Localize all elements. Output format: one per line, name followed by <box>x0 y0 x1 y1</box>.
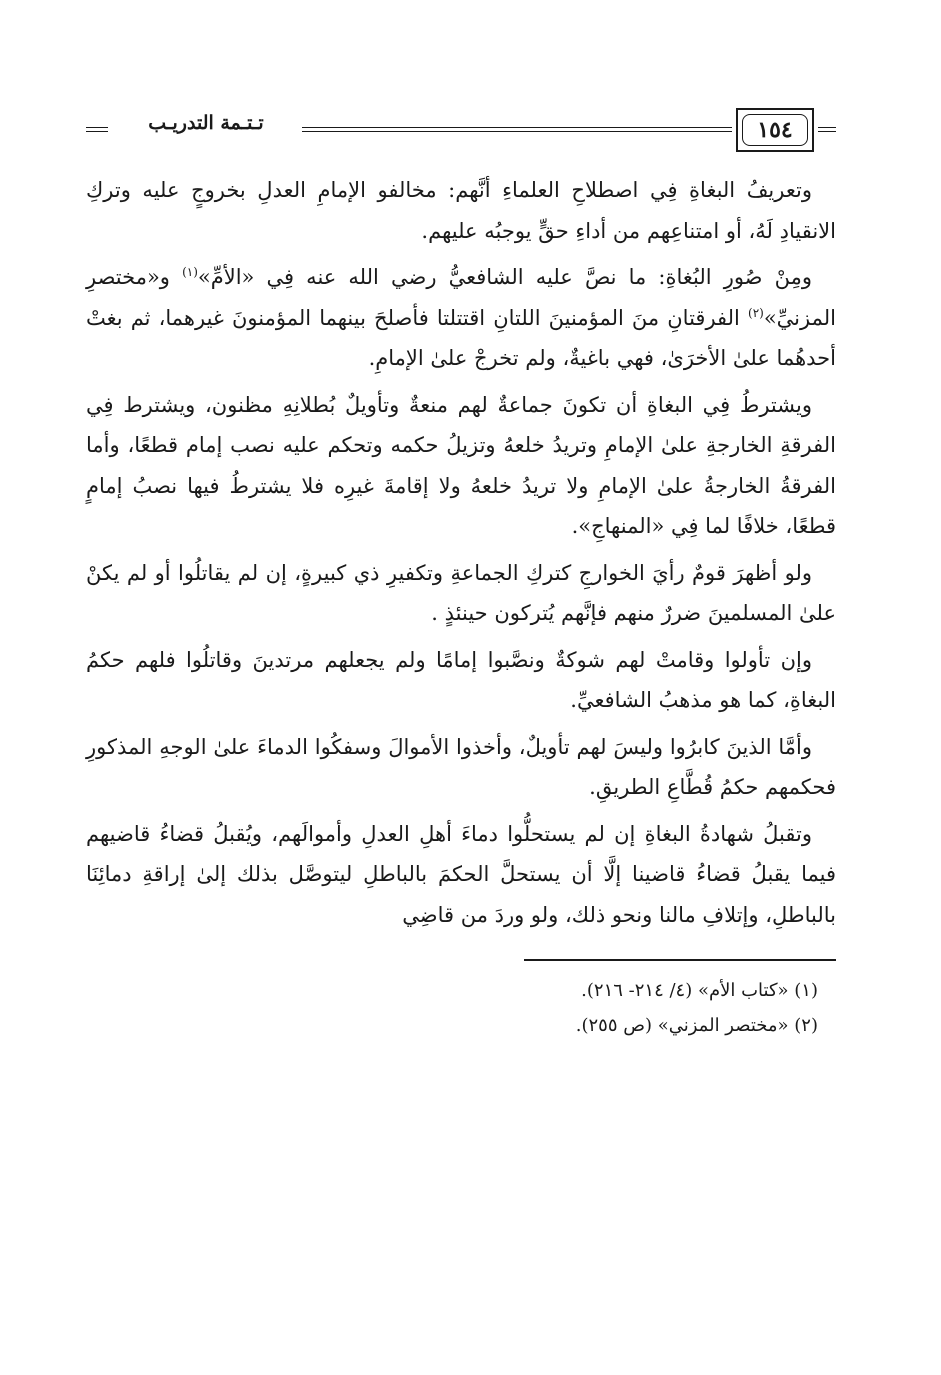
footnote-ref-2: (٢) <box>748 305 764 320</box>
body-text <box>86 170 836 935</box>
footnote-2: (٢) «مختصر المزني» (ص ٢٥٥). <box>575 1015 818 1036</box>
header-rule-right <box>818 127 836 132</box>
paragraph-examples <box>86 257 836 379</box>
paragraph-conditions: ويشترطُ فِي البغاةِ أن تكونَ جماعةٌ لهم منعةٌ وتأويلٌ بُطلانِهِ مظنون، ويشترط فِي الفرقةِ الخارجةِ علىٰ الإمامِ وتريدُ خلعهُ وتزيلُ حكمه وتحكم عليه نصب إمام قطعًا، وأما الفرقةُ الخارجةُ علىٰ الإمامِ ولا تريدُ خلعهُ ولا إقامةَ غيرِه فلا يشترطُ فيها نصبُ إمامٍ قطعًا، خلافًا لما فِي «المنهاجِ». <box>86 392 836 538</box>
paragraph-examples-part-a: ومِنْ صُورِ البُغاةِ: ما نصَّ عليه الشافعيُّ رضي الله عنه فِي «الأمِّ» <box>197 265 813 289</box>
footnote-ref-1: (١) <box>182 265 198 279</box>
footnote-1: (١) «كتاب الأم» (٤/ ٢١٤- ٢١٦). <box>581 980 818 1001</box>
paragraph-interpretation: وإن تأولوا وقامتْ لهم شوكةٌ ونصَّبوا إمامًا ولم يجعلهم مرتدينَ وقاتلُوا فلهم حكمُ البغاةِ، كما هو مذهبُ الشافعيِّ. <box>86 647 836 712</box>
paragraph-khawarij: ولو أظهرَ قومٌ رأيَ الخوارجِ كتركِ الجماعةِ وتكفيرِ ذي كبيرةٍ، إن لم يقاتلُوا أو لم يكنْ علىٰ المسلمينَ ضررٌ منهم فإنَّهم يُتركون حينئذٍ . <box>86 560 836 625</box>
footnotes <box>86 973 836 1043</box>
footnote-separator <box>524 959 836 961</box>
header-rule-left <box>86 127 108 132</box>
paragraph-examples-part-b: و«مختصرِ المزنيِّ» <box>86 265 836 330</box>
running-title: تـتـمة التدريـب <box>148 112 264 134</box>
paragraph-highway-robbers: وأمَّا الذينَ كابرُوا وليسَ لهم تأويلٌ، وأخذوا الأموالَ وسفكُوا الدماءَ علىٰ الوجهِ المذكورِ فحكمهم حكمُ قُطَّاعِ الطريقِ. <box>86 734 836 799</box>
page-number: ١٥٤ <box>742 114 808 146</box>
page-number-frame <box>736 108 814 152</box>
page-header <box>86 108 836 158</box>
paragraph-examples-part-c: الفرقتانِ منَ المؤمنينَ اللتانِ اقتتلتا فأصلحَ بينهما المؤمنونَ غيرهما، ثم بغتْ أحدهُما علىٰ الأخرَىٰ، فهي باغيةٌ، ولم تخرجْ علىٰ الإمامِ. <box>86 305 836 370</box>
book-page <box>86 108 836 1328</box>
header-rule-middle <box>302 127 732 132</box>
paragraph-testimony: وتقبلُ شهادةُ البغاةِ إن لم يستحلُّوا دماءَ أهلِ العدلِ وأموالَهم، ويُقبلُ قضاءُ قاضيهم فيما يقبلُ قضاءُ قاضينا إلَّا أن يستحلَّ الحكمَ بالباطلِ ليتوصَّل بذلك إلىٰ إراقةِ دمائِنَا بالباطلِ، وإتلافِ مالنا ونحو ذلك، ولو وردَ من قاضِي <box>86 821 836 927</box>
paragraph-definition: وتعريفُ البغاةِ فِي اصطلاحِ العلماءِ أنَّهم: مخالفو الإمامِ العدلِ بخروجٍ عليه وتركِ الانقيادِ لَهُ، أو امتناعِهم من أداءِ حقٍّ يوجبُه عليهم. <box>86 178 836 243</box>
